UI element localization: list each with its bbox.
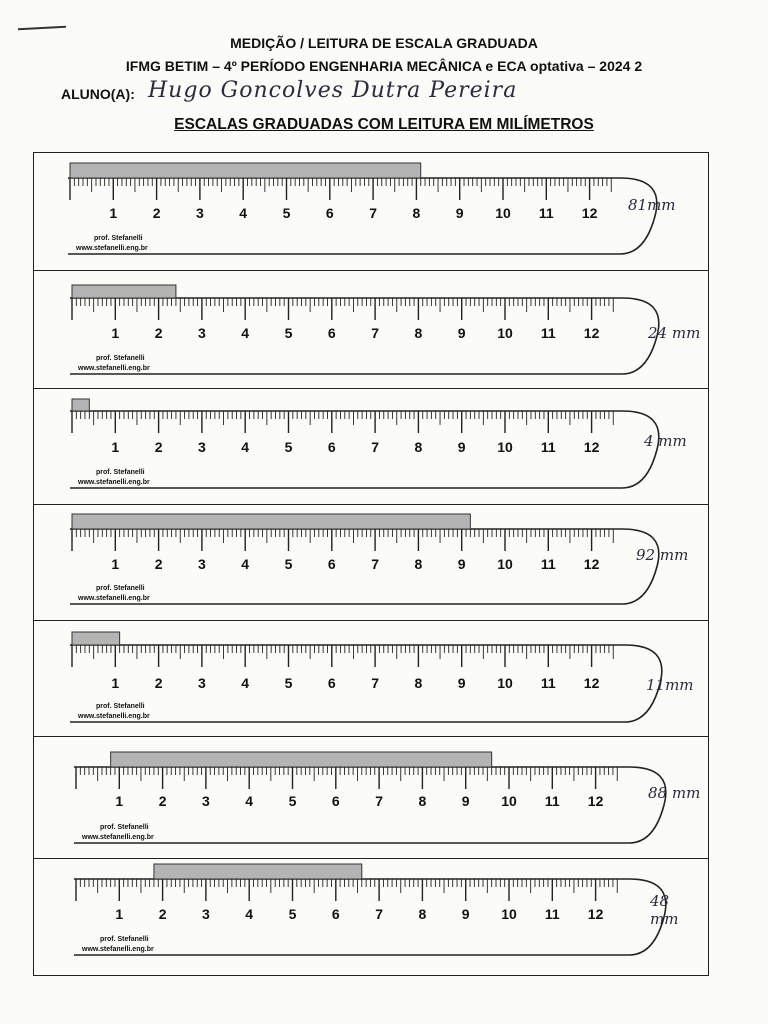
ruler-number-7: 7 bbox=[371, 325, 379, 341]
ruler-number-5: 5 bbox=[284, 675, 293, 691]
ruler-caption-author: prof. Stefanelli bbox=[96, 355, 145, 362]
ruler-number-8: 8 bbox=[414, 556, 423, 572]
ruler-number-6: 6 bbox=[331, 793, 340, 809]
ruler-number-8: 8 bbox=[412, 205, 421, 221]
ruler-number-11: 11 bbox=[540, 439, 556, 455]
ruler-number-12: 12 bbox=[581, 205, 598, 221]
handwritten-answer: 88 mm bbox=[648, 784, 701, 802]
ruler-number-2: 2 bbox=[154, 675, 163, 691]
ruler-number-3: 3 bbox=[198, 675, 206, 691]
ruler-number-1: 1 bbox=[111, 556, 120, 572]
ruler-number-7: 7 bbox=[369, 205, 377, 221]
ruler-exercise-6 bbox=[74, 752, 666, 843]
ruler-number-12: 12 bbox=[587, 906, 604, 922]
handwritten-answer bbox=[650, 892, 678, 928]
ruler-number-3: 3 bbox=[198, 439, 206, 455]
ruler-number-1: 1 bbox=[111, 439, 120, 455]
ruler-number-8: 8 bbox=[414, 325, 423, 341]
ruler-number-11: 11 bbox=[544, 793, 560, 809]
ruler-caption-site: www.stefanelli.eng.br bbox=[78, 713, 150, 720]
ruler-number-9: 9 bbox=[457, 556, 466, 572]
ruler-exercise-1 bbox=[68, 163, 657, 254]
ruler-number-6: 6 bbox=[331, 906, 340, 922]
ruler-caption-site: www.stefanelli.eng.br bbox=[82, 834, 154, 841]
ruler-number-5: 5 bbox=[284, 556, 293, 572]
ruler-number-3: 3 bbox=[198, 556, 206, 572]
ruler-number-2: 2 bbox=[158, 906, 167, 922]
handwritten-answer-unit: mm bbox=[650, 910, 679, 928]
ruler-number-10: 10 bbox=[501, 793, 517, 809]
ruler-caption-author: prof. Stefanelli bbox=[96, 703, 145, 710]
section-title: ESCALAS GRADUADAS COM LEITURA EM MILÍMETROS bbox=[174, 116, 594, 133]
ruler-number-6: 6 bbox=[327, 325, 336, 341]
ruler-caption-site: www.stefanelli.eng.br bbox=[78, 365, 150, 372]
handwritten-answer: 24 mm bbox=[648, 324, 701, 342]
ruler-number-10: 10 bbox=[497, 675, 513, 691]
ruler-number-2: 2 bbox=[152, 205, 161, 221]
ruler-number-4: 4 bbox=[241, 675, 250, 691]
ruler-number-10: 10 bbox=[497, 439, 513, 455]
ruler-number-11: 11 bbox=[540, 325, 556, 341]
handwritten-answer: 81mm bbox=[628, 196, 676, 214]
ruler-number-12: 12 bbox=[587, 793, 604, 809]
handwritten-answer-value: 48 bbox=[650, 892, 670, 910]
document-title: MEDIÇÃO / LEITURA DE ESCALA GRADUADA bbox=[230, 35, 538, 51]
course-line: IFMG BETIM – 4º PERÍODO ENGENHARIA MECÂNICA e ECA optativa – 2024 2 bbox=[125, 58, 643, 74]
ruler-exercise-2 bbox=[70, 285, 659, 374]
ruler-number-9: 9 bbox=[461, 906, 470, 922]
ruler-number-7: 7 bbox=[371, 439, 379, 455]
ruler-exercise-4 bbox=[70, 514, 659, 604]
ruler-caption-site: www.stefanelli.eng.br bbox=[78, 479, 150, 486]
ruler-number-2: 2 bbox=[158, 793, 167, 809]
ruler-caption-author: prof. Stefanelli bbox=[96, 585, 145, 592]
ruler-number-7: 7 bbox=[375, 906, 383, 922]
ruler-number-7: 7 bbox=[375, 793, 383, 809]
measured-bar bbox=[72, 632, 120, 645]
ruler-number-6: 6 bbox=[327, 556, 336, 572]
ruler-caption-author: prof. Stefanelli bbox=[100, 936, 149, 943]
ruler-number-1: 1 bbox=[111, 325, 120, 341]
ruler-exercise-3 bbox=[70, 399, 659, 488]
ruler-number-2: 2 bbox=[154, 439, 163, 455]
ruler-number-4: 4 bbox=[245, 906, 254, 922]
ruler-number-4: 4 bbox=[245, 793, 254, 809]
ruler-number-1: 1 bbox=[109, 205, 118, 221]
ruler-caption-author: prof. Stefanelli bbox=[94, 235, 143, 242]
ruler-number-7: 7 bbox=[371, 556, 379, 572]
ruler-caption-site: www.stefanelli.eng.br bbox=[78, 595, 150, 602]
ruler-caption-author: prof. Stefanelli bbox=[96, 469, 145, 476]
ruler-number-12: 12 bbox=[583, 556, 600, 572]
ruler-number-11: 11 bbox=[540, 675, 556, 691]
student-name-handwritten: Hugo Goncolves Dutra Pereira bbox=[148, 78, 518, 103]
ruler-number-12: 12 bbox=[583, 439, 600, 455]
ruler-number-3: 3 bbox=[202, 906, 210, 922]
ruler-caption-author: prof. Stefanelli bbox=[100, 824, 149, 831]
ruler-number-9: 9 bbox=[457, 439, 466, 455]
ruler-number-6: 6 bbox=[327, 439, 336, 455]
measured-bar bbox=[70, 163, 421, 178]
ruler-number-4: 4 bbox=[239, 205, 248, 221]
ruler-number-3: 3 bbox=[196, 205, 204, 221]
handwritten-answer: 92 mm bbox=[636, 546, 689, 564]
ruler-number-2: 2 bbox=[154, 325, 163, 341]
ruler-number-7: 7 bbox=[371, 675, 379, 691]
ruler-number-11: 11 bbox=[538, 205, 554, 221]
ruler-number-2: 2 bbox=[154, 556, 163, 572]
ruler-number-8: 8 bbox=[414, 439, 423, 455]
ruler-number-9: 9 bbox=[455, 205, 464, 221]
ruler-number-10: 10 bbox=[497, 325, 513, 341]
ruler-number-6: 6 bbox=[325, 205, 334, 221]
ruler-number-5: 5 bbox=[288, 793, 297, 809]
ruler-number-11: 11 bbox=[544, 906, 560, 922]
ruler-number-1: 1 bbox=[115, 906, 124, 922]
ruler-number-5: 5 bbox=[288, 906, 297, 922]
ruler-number-12: 12 bbox=[583, 675, 600, 691]
ruler-number-3: 3 bbox=[198, 325, 206, 341]
measured-bar bbox=[72, 399, 89, 411]
ruler-number-10: 10 bbox=[501, 906, 517, 922]
ruler-number-4: 4 bbox=[241, 325, 250, 341]
measured-bar bbox=[72, 514, 470, 529]
ruler-number-8: 8 bbox=[414, 675, 423, 691]
ruler-number-10: 10 bbox=[495, 205, 511, 221]
ruler-number-12: 12 bbox=[583, 325, 600, 341]
handwritten-answer: 11mm bbox=[646, 676, 694, 694]
measured-bar bbox=[111, 752, 492, 767]
ruler-caption-site: www.stefanelli.eng.br bbox=[76, 245, 148, 252]
ruler-number-8: 8 bbox=[418, 793, 427, 809]
ruler-number-1: 1 bbox=[115, 793, 124, 809]
ruler-number-1: 1 bbox=[111, 675, 120, 691]
ruler-number-9: 9 bbox=[461, 793, 470, 809]
ruler-number-4: 4 bbox=[241, 556, 250, 572]
ruler-number-5: 5 bbox=[282, 205, 291, 221]
handwritten-answer: 4 mm bbox=[644, 432, 687, 450]
ruler-number-11: 11 bbox=[540, 556, 556, 572]
ruler-number-9: 9 bbox=[457, 675, 466, 691]
ruler-number-8: 8 bbox=[418, 906, 427, 922]
ruler-number-4: 4 bbox=[241, 439, 250, 455]
measured-bar bbox=[72, 285, 176, 298]
ruler-number-9: 9 bbox=[457, 325, 466, 341]
ruler-number-5: 5 bbox=[284, 325, 293, 341]
ruler-number-5: 5 bbox=[284, 439, 293, 455]
ruler-number-10: 10 bbox=[497, 556, 513, 572]
ruler-exercise-7 bbox=[74, 864, 666, 955]
student-label: ALUNO(A): bbox=[61, 86, 135, 102]
ruler-exercise-5 bbox=[70, 632, 662, 722]
ruler-number-3: 3 bbox=[202, 793, 210, 809]
ruler-caption-site: www.stefanelli.eng.br bbox=[82, 946, 154, 953]
measured-bar bbox=[154, 864, 362, 879]
ruler-number-6: 6 bbox=[327, 675, 336, 691]
